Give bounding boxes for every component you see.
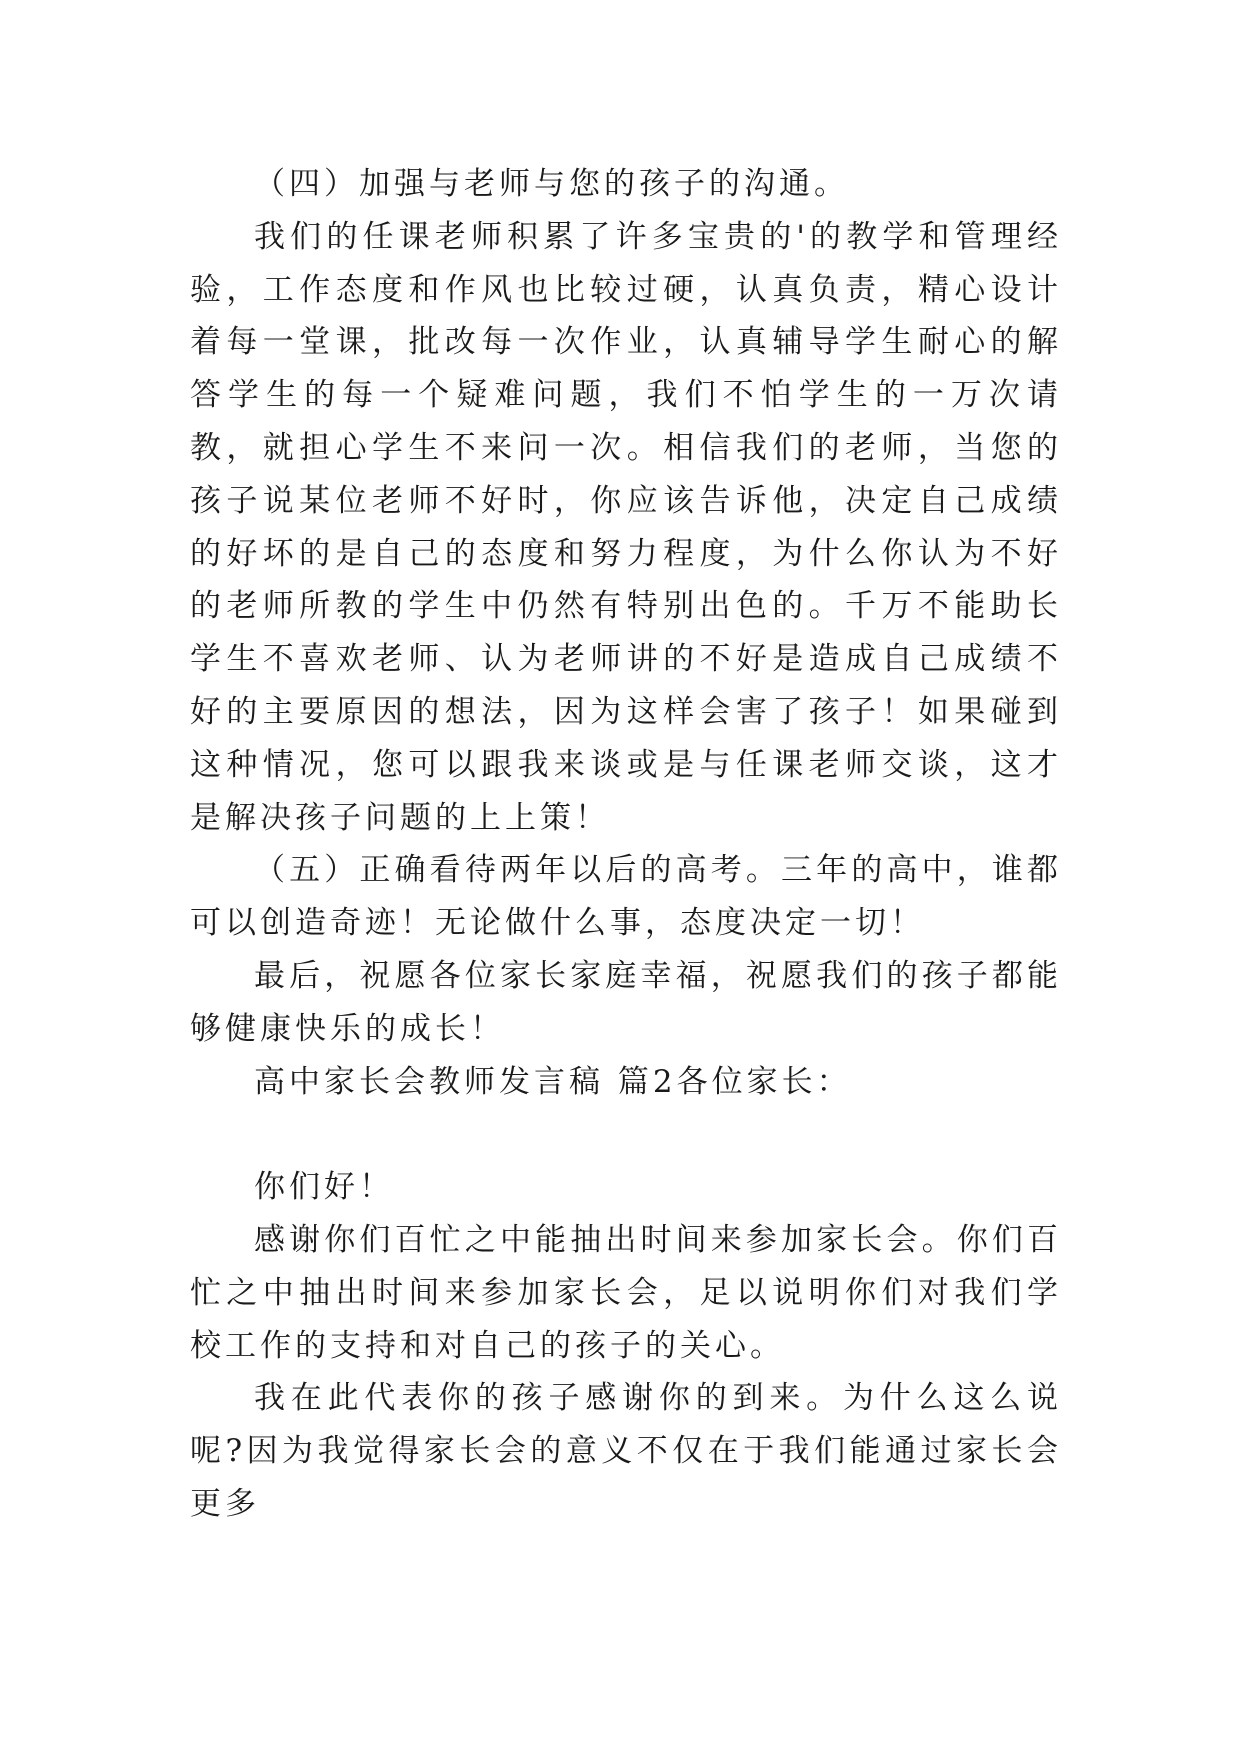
paragraph-meaning: 我在此代表你的孩子感谢你的到来。为什么这么说呢?因为我觉得家长会的意义不仅在于我们能通过家长会更多 <box>190 1380 1062 1522</box>
paragraph-thanks: 感谢你们百忙之中能抽出时间来参加家长会。你们百忙之中抽出时间来参加家长会，足以说明你们对我们学校工作的支持和对自己的孩子的关心。 <box>190 1221 1062 1364</box>
paragraph-closing-wishes: 最后，祝愿各位家长家庭幸福，祝愿我们的孩子都能够健康快乐的成长！ <box>190 957 1062 1047</box>
paragraph-section-four-heading: （四）加强与老师与您的孩子的沟通。 <box>254 166 849 202</box>
paragraph-section-five-heading: （五）正确看待两年以后的高考。三年的高中，谁都可以创造奇迹！无论做什么事，态度决定一切！ <box>190 852 1062 942</box>
paragraph-speech-two-title: 高中家长会教师发言稿 篇2各位家长： <box>254 1063 852 1100</box>
document-body <box>190 158 1062 1531</box>
paragraph-teachers: 我们的任课老师积累了许多宝贵的'的教学和管理经验，工作态度和作风也比较过硬，认真负责，精心设计着每一堂课，批改每一次作业，认真辅导学生耐心的解答学生的每一个疑难问题，我们不怕学生的一万次请教，就担心学生不来问一次。相信我们的老师，当您的孩子说某位老师不好时，你应该告诉他，决定自己成绩的好坏的是自己的态度和努力程度，为什么你认为不好的老师所教的学生中仍然有特别出色的。千万不能助长学生不喜欢老师、认为老师讲的不好是造成自己成绩不好的主要原因的想法，因为这样会害了孩子！如果碰到这种情况，您可以跟我来谈或是与任课老师交谈，这才是解决孩子问题的上上策！ <box>190 218 1062 836</box>
paragraph-greeting: 你们好！ <box>254 1169 394 1206</box>
